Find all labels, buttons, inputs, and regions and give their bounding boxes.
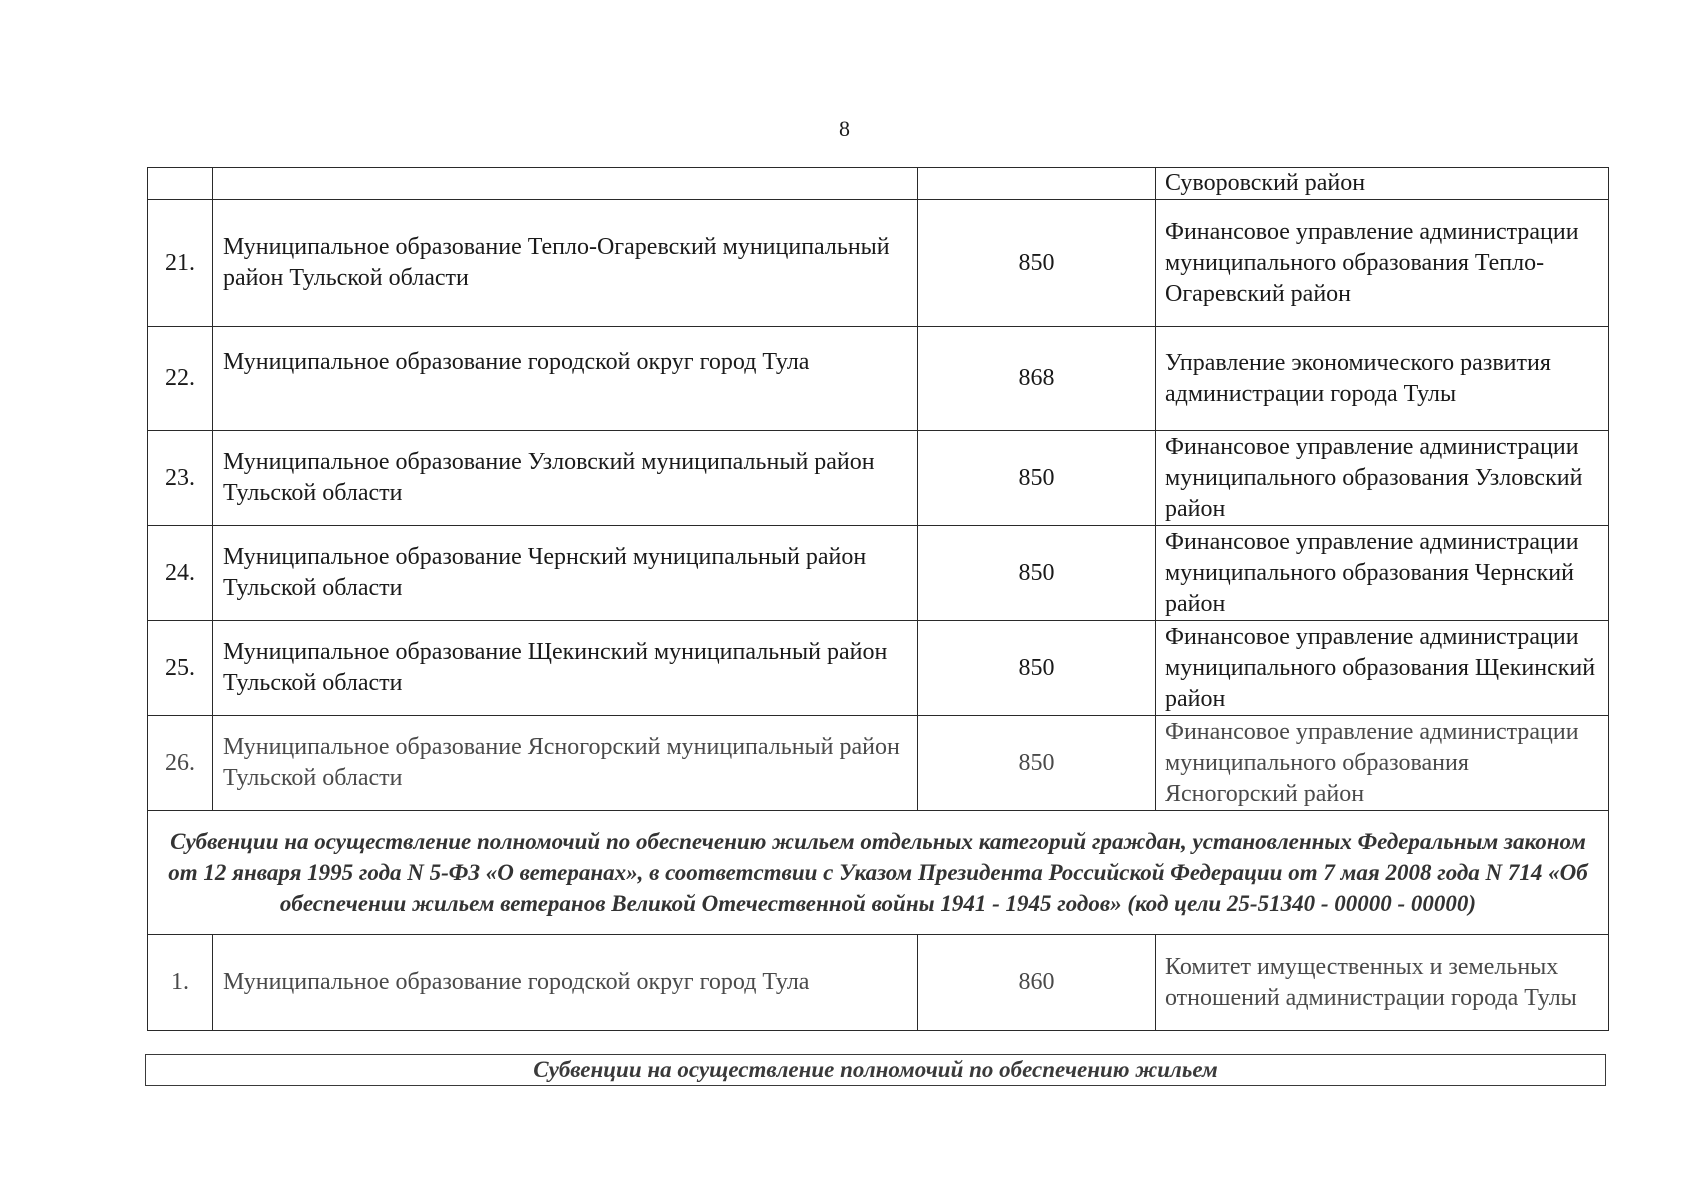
row-number: 23. <box>148 431 213 526</box>
page-number: 8 <box>839 116 850 141</box>
table-row <box>148 327 1609 431</box>
administrator-name: Финансовое управление администрации муниципального образования Чернский район <box>1156 526 1609 621</box>
row-number: 1. <box>148 935 213 1031</box>
administrator-name: Финансовое управление администрации муниципального образования Щекинский район <box>1156 621 1609 716</box>
municipality-name: Муниципальное образование Тепло-Огаревский муниципальный район Тульской области <box>213 200 918 327</box>
table-row <box>148 716 1609 811</box>
municipality-name: Муниципальное образование Чернский муниципальный район Тульской области <box>213 526 918 621</box>
administrator-name: Суворовский район <box>1156 168 1609 200</box>
administrator-name: Финансовое управление администрации муниципального образования Ясногорский район <box>1156 716 1609 811</box>
row-number: 24. <box>148 526 213 621</box>
department-code: 868 <box>918 327 1156 431</box>
municipality-name: Муниципальное образование Узловский муниципальный район Тульской области <box>213 431 918 526</box>
row-number: 21. <box>148 200 213 327</box>
row-number: 25. <box>148 621 213 716</box>
table-row <box>148 431 1609 526</box>
administrator-name: Управление экономического развития администрации города Тулы <box>1156 327 1609 431</box>
next-section-heading: Субвенции на осуществление полномочий по обеспечению жильем <box>145 1054 1606 1086</box>
table-row <box>148 168 1609 200</box>
table-row <box>148 200 1609 327</box>
municipality-name: Муниципальное образование городской округ город Тула <box>213 935 918 1031</box>
row-number: 26. <box>148 716 213 811</box>
administrator-name: Финансовое управление администрации муниципального образования Тепло-Огаревский район <box>1156 200 1609 327</box>
administrator-name: Комитет имущественных и земельных отношений администрации города Тулы <box>1156 935 1609 1031</box>
department-code: 850 <box>918 716 1156 811</box>
subsidies-table <box>147 167 1609 1031</box>
department-code <box>918 168 1156 200</box>
department-code: 860 <box>918 935 1156 1031</box>
table-row <box>148 935 1609 1031</box>
department-code: 850 <box>918 431 1156 526</box>
municipality-name: Муниципальное образование Ясногорский муниципальный район Тульской области <box>213 716 918 811</box>
administrator-name: Финансовое управление администрации муниципального образования Узловский район <box>1156 431 1609 526</box>
municipality-name <box>213 168 918 200</box>
department-code: 850 <box>918 526 1156 621</box>
row-number <box>148 168 213 200</box>
row-number: 22. <box>148 327 213 431</box>
table-row <box>148 526 1609 621</box>
section-heading-row <box>148 811 1609 935</box>
section-heading: Субвенции на осуществление полномочий по обеспечению жильем отдельных категорий граждан, установленных Федеральным законом от 12 января 1995 года N 5-ФЗ «О ветеранах», в соответствии с Указом Президента Российской Федерации от 7 мая 2008 года N 714 «Об обеспечении жильем ветеранов Великой Отечественной войны 1941 - 1945 годов» (код цели 25-51340 - 00000 - 00000) <box>148 811 1609 935</box>
department-code: 850 <box>918 200 1156 327</box>
table-row <box>148 621 1609 716</box>
municipality-name: Муниципальное образование городской округ город Тула <box>213 327 918 431</box>
municipality-name: Муниципальное образование Щекинский муниципальный район Тульской области <box>213 621 918 716</box>
department-code: 850 <box>918 621 1156 716</box>
